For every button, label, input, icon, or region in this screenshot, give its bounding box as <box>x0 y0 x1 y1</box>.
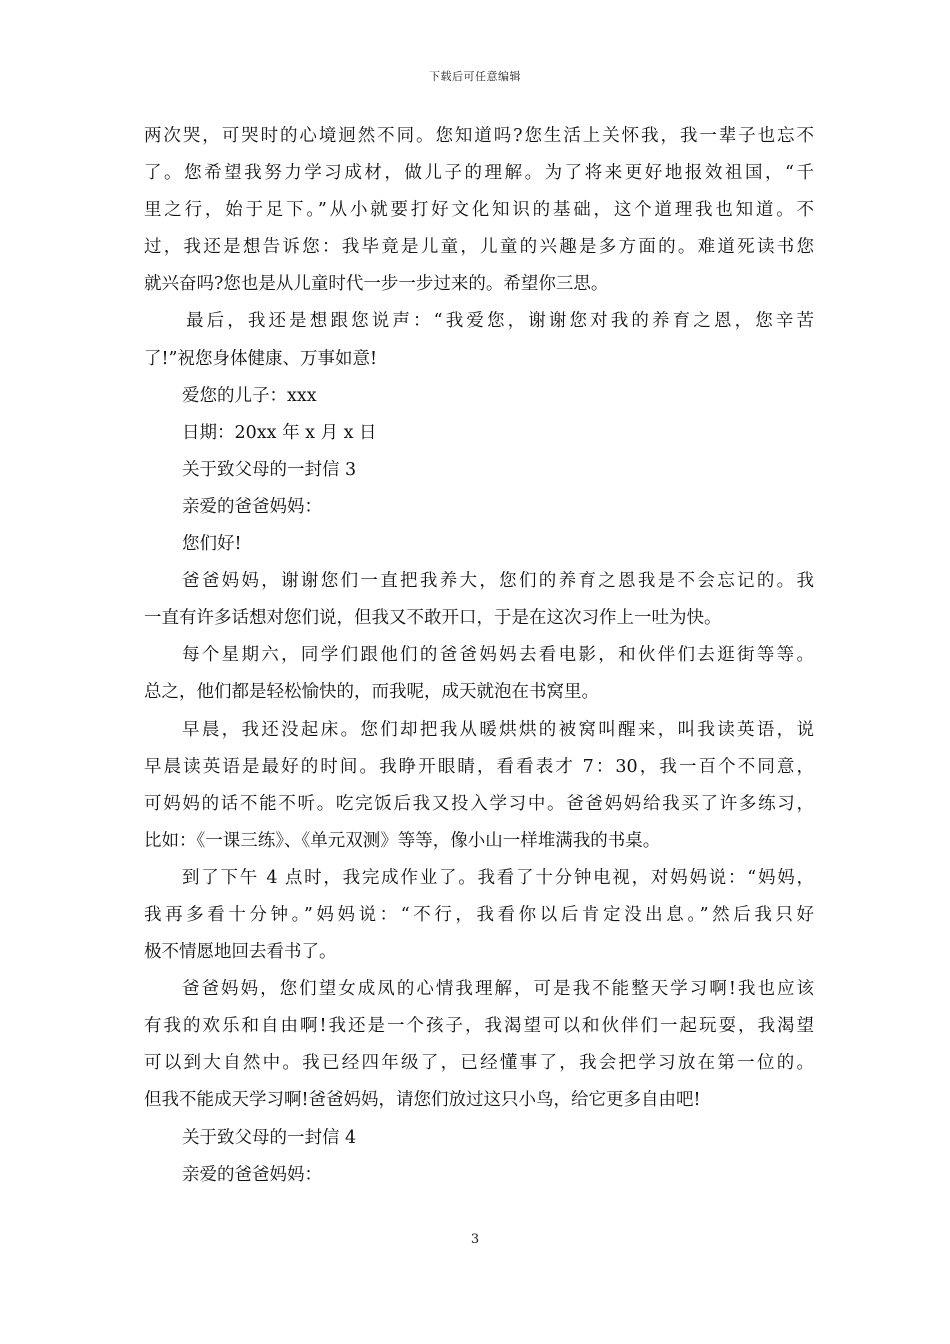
body-line: 最后，我还是想跟您说声：“我爱您，谢谢您对我的养育之恩，您辛苦 <box>186 311 814 332</box>
body-line: 可妈妈的话不能不听。吃完饭后我又投入学习中。爸爸妈妈给我买了许多练习， <box>144 793 814 814</box>
body-line: 两次哭，可哭时的心境迥然不同。您知道吗?您生活上关怀我，我一辈子也忘不 <box>144 126 814 146</box>
section-title: 关于致父母的一封信 3 <box>182 459 357 480</box>
body-line: 可以到大自然中。我已经四年级了，已经懂事了，我会把学习放在第一位的。 <box>144 1053 814 1074</box>
signature-line: 爱您的儿子：xxx <box>182 385 317 406</box>
salutation: 亲爱的爸爸妈妈： <box>182 1164 322 1185</box>
body-line: 极不情愿地回去看书了。 <box>144 942 337 963</box>
body-line: 爸爸妈妈，谢谢您们一直把我养大，您们的养育之恩我是不会忘记的。我 <box>182 571 814 592</box>
body-line: 每个星期六，同学们跟他们的爸爸妈妈去看电影，和伙伴们去逛街等等。 <box>182 645 814 666</box>
body-line: 到了下午 4 点时，我完成作业了。我看了十分钟电视，对妈妈说：“妈妈， <box>182 867 814 888</box>
body-line: 但我不能成天学习啊!爸爸妈妈，请您们放过这只小鸟，给它更多自由吧! <box>144 1090 701 1111</box>
body-line: 过，我还是想告诉您：我毕竟是儿童，儿童的兴趣是多方面的。难道死读书您 <box>144 237 814 258</box>
page-header: 下载后可任意编辑 <box>429 70 521 83</box>
body-line: 了!”祝您身体健康、万事如意! <box>144 348 378 369</box>
salutation: 亲爱的爸爸妈妈： <box>182 496 322 517</box>
body-line: 早晨，我还没起床。您们却把我从暖烘烘的被窝叫醒来，叫我读英语，说 <box>182 719 814 740</box>
page-number: 3 <box>470 1232 480 1247</box>
section-title: 关于致父母的一封信 4 <box>182 1127 357 1148</box>
document-body <box>144 118 814 1194</box>
body-line: 一直有许多话想对您们说，但我又不敢开口，于是在这次习作上一吐为快。 <box>144 608 722 629</box>
body-line: 爸爸妈妈，您们望女成凤的心情我理解，可是我不能整天学习啊!我也应该 <box>182 979 814 1000</box>
body-line: 我再多看十分钟。”妈妈说：“不行，我看你以后肯定没出息。”然后我只好 <box>144 904 814 925</box>
body-line: 了。您希望我努力学习成材，做儿子的理解。为了将来更好地报效祖国，“千 <box>144 163 814 184</box>
body-line: 里之行，始于足下。”从小就要打好文化知识的基础，这个道理我也知道。不 <box>144 200 814 221</box>
date-line: 日期：20xx 年 x 月 x 日 <box>182 422 377 443</box>
greeting: 您们好! <box>182 534 242 555</box>
body-line: 就兴奋吗?您也是从儿童时代一步一步过来的。希望你三思。 <box>144 274 609 295</box>
body-line: 总之，他们都是轻松愉快的，而我呢，成天就泡在书窝里。 <box>144 682 599 703</box>
body-line: 比如：《一课三练》、《单元双测》等等，像小山一样堆满我的书桌。 <box>144 830 661 851</box>
body-line: 有我的欢乐和自由啊!我还是一个孩子，我渴望可以和伙伴们一起玩耍，我渴望 <box>144 1016 814 1037</box>
body-line: 早晨读英语是最好的时间。我睁开眼睛，看看表才 7：30，我一百个不同意， <box>144 756 814 777</box>
